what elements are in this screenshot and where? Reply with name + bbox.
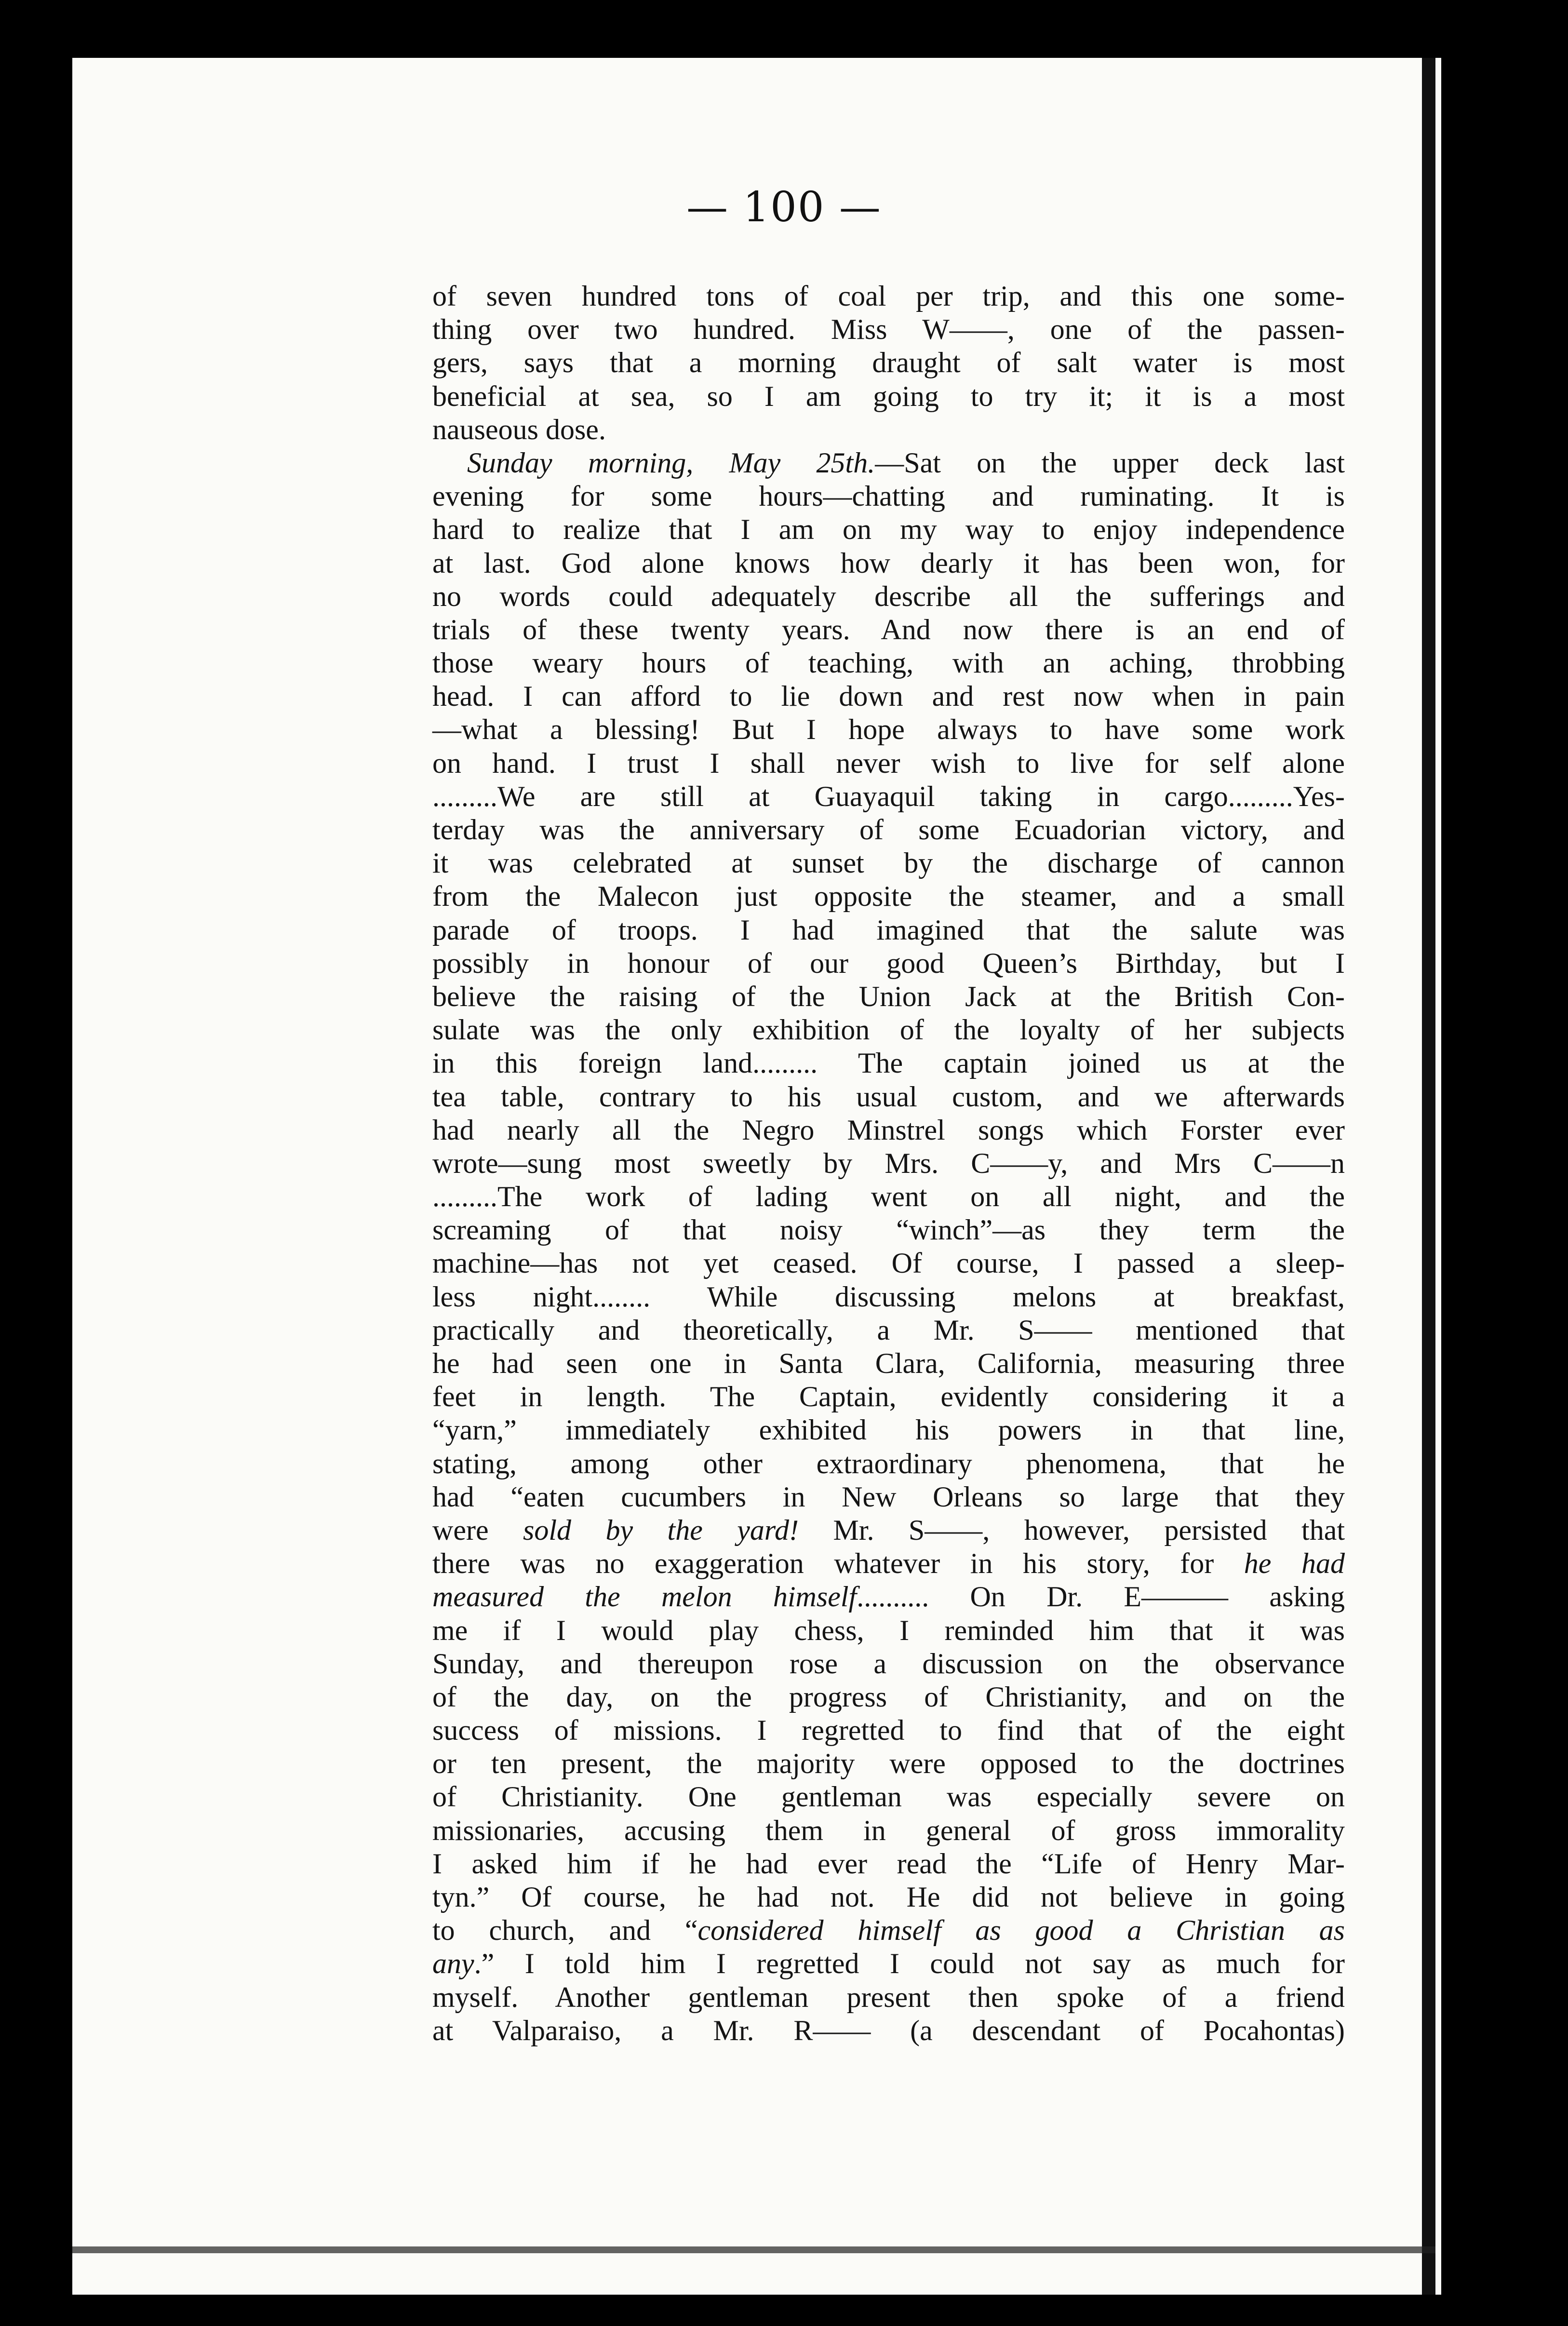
text-line: [432, 947, 1345, 980]
text-line: [432, 880, 1345, 913]
text-segment: machine—has not yet ceased. Of course, I passed a sleep-: [432, 1247, 1345, 1279]
page-number: — 100 —: [686, 183, 882, 231]
text-line: [432, 547, 1345, 580]
text-line: [432, 1114, 1345, 1147]
text-line: [432, 1314, 1345, 1347]
text-segment: he had seen one in Santa Clara, California, measuring three: [432, 1347, 1345, 1379]
text-segment: from the Malecon just opposite the steamer, and a small: [432, 880, 1345, 913]
text-segment: of seven hundred tons of coal per trip, and this one some-: [432, 280, 1345, 312]
body-text: [432, 280, 1345, 2047]
text-segment: to church, and “: [432, 1914, 698, 1947]
text-segment: .” I told him I regretted I could not say as much for: [474, 1948, 1345, 1980]
text-segment: wrote—sung most sweetly by Mrs. C——y, and Mrs C——n: [432, 1147, 1345, 1179]
text-segment: on hand. I trust I shall never wish to live for self alone: [432, 747, 1345, 779]
text-segment: thing over two hundred. Miss W——, one of the passen-: [432, 313, 1345, 346]
text-segment: trials of these twenty years. And now there is an end of: [432, 613, 1345, 645]
text-line: [432, 1247, 1345, 1280]
text-line: [432, 613, 1345, 646]
text-segment: were: [432, 1514, 523, 1546]
italic-text-segment: measured the melon himself: [432, 1581, 857, 1613]
text-segment: me if I would play chess, I reminded him that it was: [432, 1614, 1345, 1646]
page-bottom-border: [72, 2246, 1435, 2253]
text-line: [432, 1747, 1345, 1780]
text-line: [432, 713, 1345, 746]
text-line: [432, 1213, 1345, 1247]
text-line: [432, 1147, 1345, 1180]
text-line: [432, 313, 1345, 346]
text-line: [432, 747, 1345, 780]
text-segment: at Valparaiso, a Mr. R—— (a descendant of Pocahontas): [432, 2014, 1345, 2046]
text-segment: of the day, on the progress of Christianity, and on the: [432, 1681, 1345, 1713]
text-line: [432, 1480, 1345, 1514]
text-line: [432, 1347, 1345, 1380]
text-line: [432, 1047, 1345, 1080]
text-segment: —Sat on the upper deck last: [875, 446, 1345, 479]
text-segment: screaming of that noisy “winch”—as they term the: [432, 1214, 1345, 1246]
text-line: [432, 1714, 1345, 1747]
text-line: [432, 1981, 1345, 2014]
text-line: [432, 1914, 1345, 1947]
text-segment: had nearly all the Negro Minstrel songs which Forster ever: [432, 1114, 1345, 1146]
text-line: [432, 1647, 1345, 1681]
text-segment: tyn.” Of course, he had not. He did not believe in going: [432, 1881, 1345, 1913]
italic-text-segment: he had: [1244, 1547, 1345, 1580]
text-line: [432, 847, 1345, 880]
text-segment: “yarn,” immediately exhibited his powers in that line,: [432, 1414, 1345, 1446]
text-line: [432, 1814, 1345, 1847]
text-segment: myself. Another gentleman present then spoke of a friend: [432, 1981, 1345, 2013]
text-segment: those weary hours of teaching, with an aching, throbbing: [432, 647, 1345, 679]
text-segment: nauseous dose.: [432, 413, 606, 445]
text-line: [432, 813, 1345, 847]
text-line: [432, 1681, 1345, 1714]
text-line: [432, 1947, 1345, 1980]
text-line: [432, 346, 1345, 379]
text-line: [432, 1514, 1345, 1547]
text-segment: less night........ While discussing melons at breakfast,: [432, 1280, 1345, 1313]
text-line: [432, 1580, 1345, 1613]
text-line: [432, 1847, 1345, 1881]
text-line: [432, 380, 1345, 413]
text-line: [432, 1380, 1345, 1413]
text-segment: or ten present, the majority were opposed to the doctrines: [432, 1748, 1345, 1780]
text-segment: tea table, contrary to his usual custom, and we afterwards: [432, 1080, 1345, 1113]
text-line: [432, 2014, 1345, 2047]
text-segment: success of missions. I regretted to find that of the eight: [432, 1714, 1345, 1747]
text-segment: feet in length. The Captain, evidently considering it a: [432, 1381, 1345, 1413]
text-line: [432, 1013, 1345, 1047]
text-line: [432, 280, 1345, 313]
text-line: [432, 1614, 1345, 1647]
text-segment: .........The work of lading went on all night, and the: [432, 1181, 1345, 1213]
text-line: [432, 480, 1345, 513]
text-line: [432, 1080, 1345, 1114]
text-segment: stating, among other extraordinary phenomena, that he: [432, 1447, 1345, 1479]
italic-text-segment: Sunday morning, May 25th.: [467, 446, 875, 479]
text-segment: in this foreign land......... The captain joined us at the: [432, 1047, 1345, 1079]
text-segment: missionaries, accusing them in general of gross immorality: [432, 1814, 1345, 1846]
text-line: [432, 580, 1345, 613]
text-segment: Mr. S——, however, persisted that: [799, 1514, 1345, 1546]
text-line: [432, 446, 1345, 480]
text-segment: —what a blessing! But I hope always to have some work: [432, 713, 1345, 746]
text-segment: .......... On Dr. E——— asking: [857, 1581, 1345, 1613]
text-segment: had “eaten cucumbers in New Orleans so large that they: [432, 1480, 1345, 1513]
italic-text-segment: considered himself as good a Christian as: [697, 1914, 1345, 1947]
text-segment: no words could adequately describe all the sufferings and: [432, 580, 1345, 612]
text-segment: terday was the anniversary of some Ecuadorian victory, and: [432, 814, 1345, 846]
text-line: [432, 1180, 1345, 1213]
text-segment: practically and theoretically, a Mr. S—— mentioned that: [432, 1314, 1345, 1346]
text-segment: there was no exaggeration whatever in his story, for: [432, 1547, 1244, 1580]
text-line: [432, 1780, 1345, 1814]
text-segment: at last. God alone knows how dearly it has been won, for: [432, 547, 1345, 579]
text-line: [432, 1447, 1345, 1480]
italic-text-segment: sold by the yard!: [523, 1514, 799, 1546]
text-segment: of Christianity. One gentleman was especially severe on: [432, 1781, 1345, 1813]
text-line: [432, 680, 1345, 713]
text-segment: evening for some hours—chatting and ruminating. It is: [432, 480, 1345, 512]
text-line: [432, 780, 1345, 813]
text-line: [432, 1547, 1345, 1580]
italic-text-segment: any: [432, 1948, 474, 1980]
text-segment: possibly in honour of our good Queen’s Birthday, but I: [432, 947, 1345, 979]
text-segment: it was celebrated at sunset by the discharge of cannon: [432, 847, 1345, 879]
text-line: [432, 914, 1345, 947]
text-line: [432, 1881, 1345, 1914]
text-segment: head. I can afford to lie down and rest now when in pain: [432, 680, 1345, 713]
text-line: [432, 1413, 1345, 1447]
text-line: [432, 646, 1345, 680]
text-line: [432, 413, 1345, 446]
text-segment: sulate was the only exhibition of the loyalty of her subjects: [432, 1014, 1345, 1046]
text-segment: Sunday, and thereupon rose a discussion on the observance: [432, 1647, 1345, 1680]
text-segment: gers, says that a morning draught of salt water is most: [432, 347, 1345, 379]
text-segment: parade of troops. I had imagined that the salute was: [432, 914, 1345, 946]
text-segment: believe the raising of the Union Jack at the British Con-: [432, 980, 1345, 1012]
page-right-border: [1422, 58, 1435, 2295]
text-line: [432, 1280, 1345, 1314]
text-segment: hard to realize that I am on my way to enjoy independence: [432, 513, 1345, 546]
text-line: [432, 980, 1345, 1013]
text-line: [432, 513, 1345, 546]
text-segment: .........We are still at Guayaquil taking in cargo.........Yes-: [432, 780, 1345, 812]
text-segment: beneficial at sea, so I am going to try it; it is a most: [432, 380, 1345, 412]
text-segment: I asked him if he had ever read the “Life of Henry Mar-: [432, 1847, 1345, 1880]
